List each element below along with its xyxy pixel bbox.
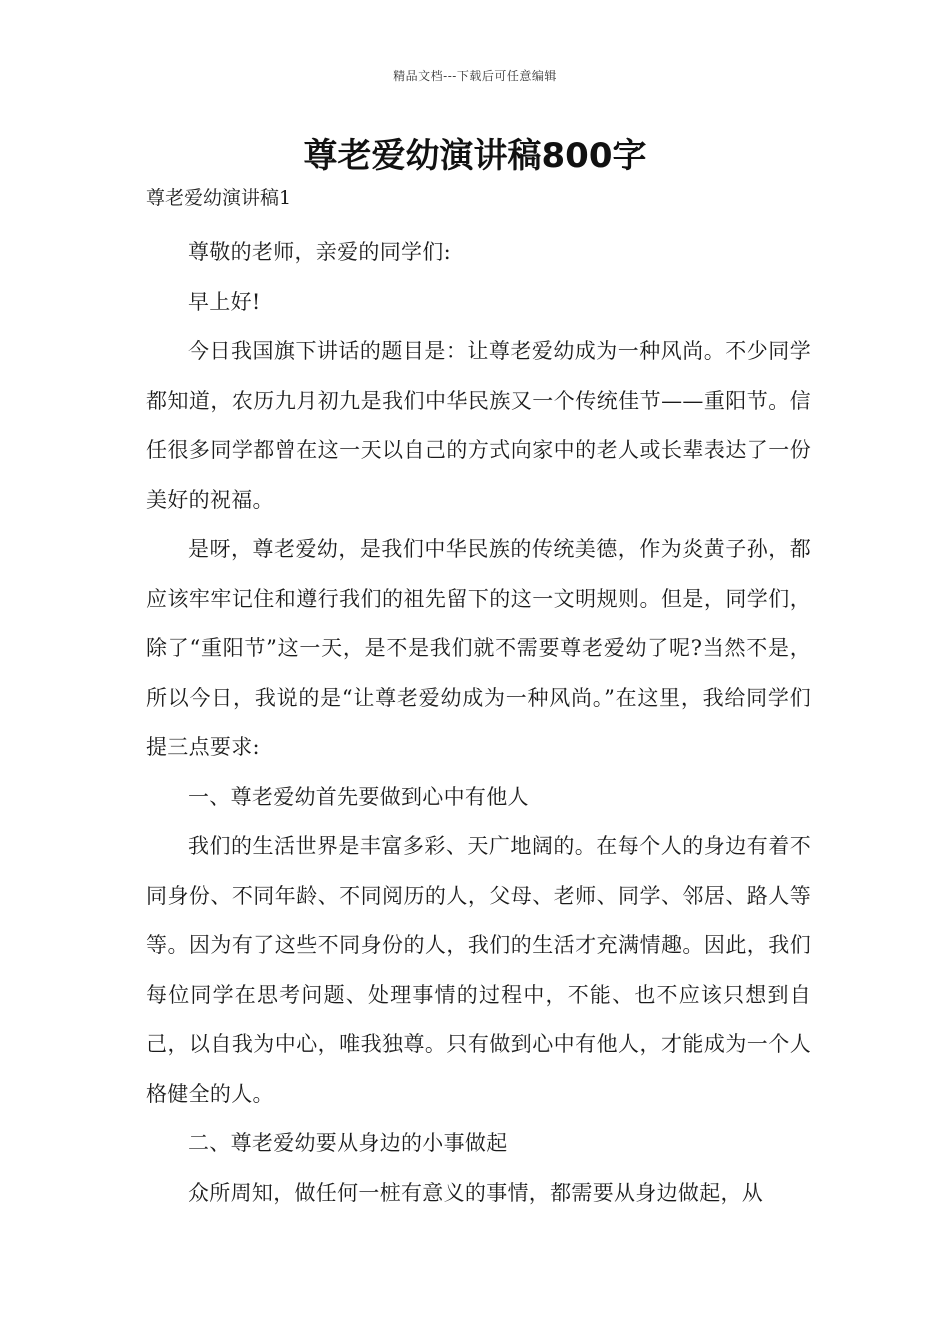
header-note: 精品文档---下载后可任意编辑 <box>393 69 557 83</box>
paragraph-topic: 今日我国旗下讲话的题目是：让尊老爱幼成为一种风尚。不少同学都知道，农历九月初九是我们中华民族又一个传统佳节——重阳节。信任很多同学都曾在这一天以自己的方式向家中的老人或长辈表达了一份美好的祝福。 <box>146 339 811 512</box>
document-body <box>146 228 811 1218</box>
paragraph-point-one-heading: 一、尊老爱幼首先要做到心中有他人 <box>188 784 529 809</box>
paragraph-point-two-body: 众所周知，做任何一桩有意义的事情，都需要从身边做起，从 <box>188 1180 764 1205</box>
paragraph-salutation: 尊敬的老师，亲爱的同学们: <box>188 240 451 264</box>
paragraph-tradition: 是呀，尊老爱幼，是我们中华民族的传统美德，作为炎黄子孙，都应该牢牢记住和遵行我们的祖先留下的这一文明规则。但是，同学们，除了“重阳节”这一天，是不是我们就不需要尊老爱幼了呢?当然不是，所以今日，我说的是“让尊老爱幼成为一种风尚。”在这里，我给同学们提三点要求: <box>146 537 811 759</box>
section-heading: 尊老爱幼演讲稿1 <box>146 187 292 209</box>
paragraph-greeting: 早上好! <box>188 289 261 314</box>
document-title: 尊老爱幼演讲稿800字 <box>303 136 647 176</box>
paragraph-point-one-body: 我们的生活世界是丰富多彩、天广地阔的。在每个人的身边有着不同身份、不同年龄、不同阅历的人，父母、老师、同学、邻居、路人等等。因为有了这些不同身份的人，我们的生活才充满情趣。因此，我们每位同学在思考问题、处理事情的过程中，不能、也不应该只想到自己，以自我为中心，唯我独尊。只有做到心中有他人，才能成为一个人格健全的人。 <box>146 834 811 1106</box>
paragraph-point-two-heading: 二、尊老爱幼要从身边的小事做起 <box>188 1131 508 1155</box>
